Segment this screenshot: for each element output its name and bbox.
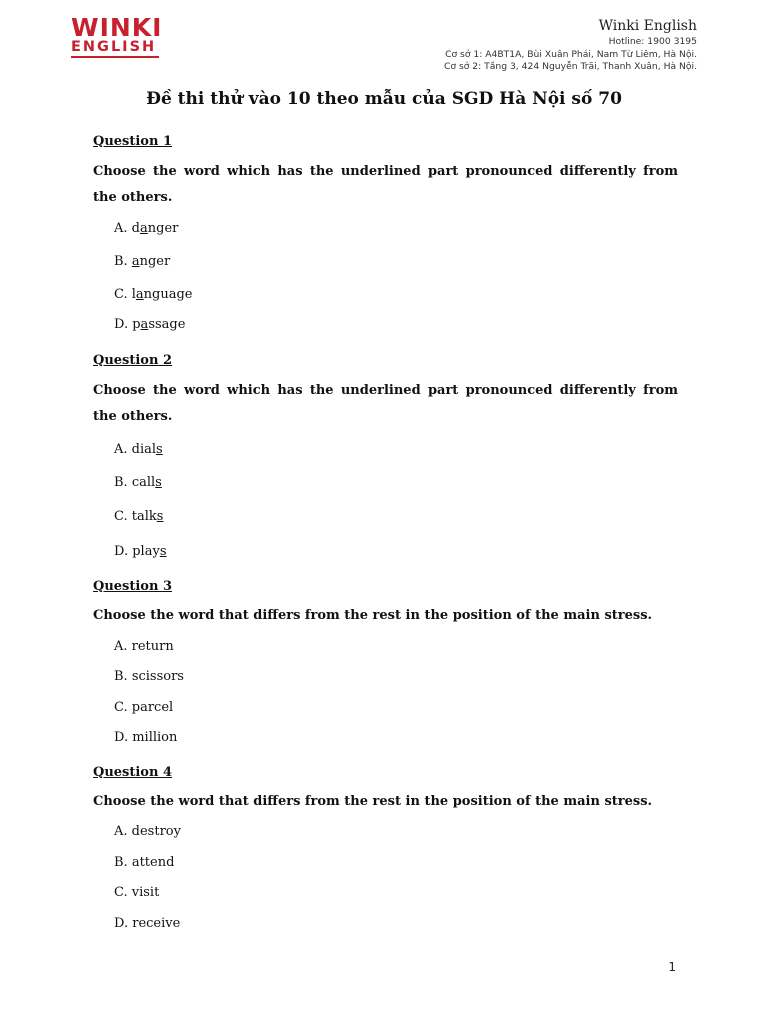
question-4-option-c: C. visit	[114, 885, 160, 900]
question-2-option-b: B. calls	[114, 475, 162, 490]
company-info	[444, 16, 697, 74]
question-3-option-b: B. scissors	[114, 669, 184, 684]
question-1-prompt: Choose the word which has the underlined part pronounced differently from the others.	[93, 164, 678, 205]
document-title: Đề thi thử vào 10 theo mẫu của SGD Hà Nội số 70	[146, 89, 622, 109]
question-4-option-d: D. receive	[114, 916, 181, 931]
question-2-option-d: D. plays	[114, 544, 167, 559]
question-4-option-b: B. attend	[114, 855, 175, 870]
winki-english-logo	[71, 13, 163, 55]
address-branch-1: Cơ sở 1: A4BT1A, Bùi Xuân Phái, Nam Từ Liêm, Hà Nội.	[445, 48, 697, 60]
question-2-option-a: A. dials	[114, 442, 163, 457]
question-4-prompt: Choose the word that differs from the rest in the position of the main stress.	[93, 794, 653, 809]
question-3-title: Question 3	[93, 579, 173, 594]
company-name: Winki English	[598, 18, 697, 34]
question-3-option-a: A. return	[114, 639, 174, 654]
question-2-title: Question 2	[93, 353, 173, 368]
question-1-option-d: D. passage	[114, 317, 186, 332]
question-1-option-b: B. anger	[114, 254, 171, 269]
logo-text-winki: WINKI	[71, 13, 163, 42]
question-3-option-c: C. parcel	[114, 700, 174, 715]
question-1-title: Question 1	[93, 134, 173, 149]
hotline: Hotline: 1900 3195	[608, 36, 697, 47]
address-branch-2: Cơ sở 2: Tầng 3, 424 Nguyễn Trãi, Thanh Xuân, Hà Nội.	[444, 61, 697, 73]
question-4-title: Question 4	[93, 765, 173, 780]
question-4-option-a: A. destroy	[114, 824, 181, 839]
question-1-option-c: C. language	[114, 287, 193, 302]
question-2-prompt: Choose the word which has the underlined part pronounced differently from the others.	[93, 383, 678, 424]
page-number: 1	[668, 960, 676, 974]
logo-text-english: ENGLISH	[71, 39, 157, 55]
question-3-prompt: Choose the word that differs from the rest in the position of the main stress.	[93, 608, 653, 623]
question-2-option-c: C. talks	[114, 509, 164, 524]
question-3-option-d: D. million	[114, 730, 178, 745]
question-1-option-a: A. danger	[114, 221, 179, 236]
logo-divider	[71, 56, 159, 58]
